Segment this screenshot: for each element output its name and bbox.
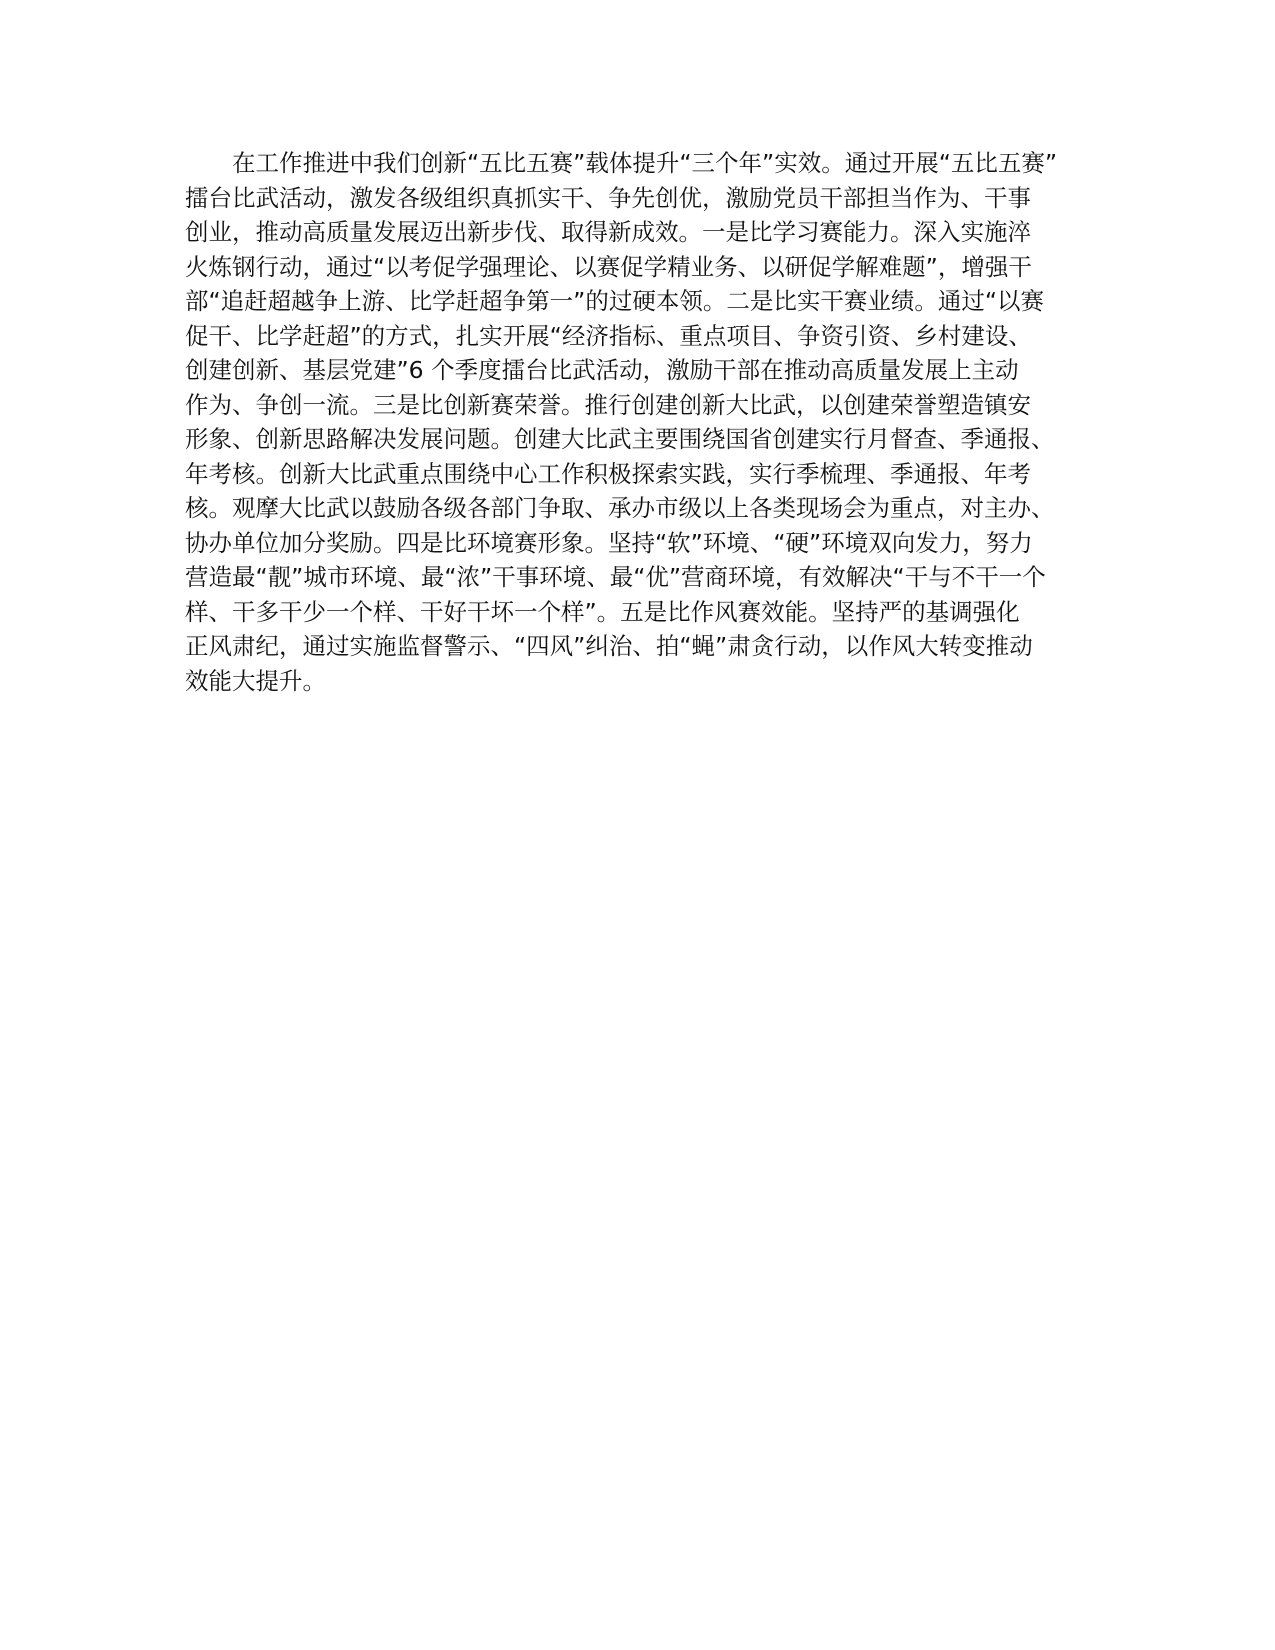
paragraph-line-7: 创建创新、基层党建”6 个季度擂台比武活动，激励干部在推动高质量发展上主动 [185,356,1019,384]
paragraph-line-9: 形象、创新思路解决发展问题。创建大比武主要围绕国省创建实行月督查、季通报、 [185,425,1055,453]
paragraph-line-13: 营造最“靓”城市环境、最“浓”干事环境、最“优”营商环境，有效解决“干与不干一个 [185,563,1046,591]
paragraph-line-4: 火炼钢行动，通过“以考促学强理论、以赛促学精业务、以研促学解难题”，增强干 [185,252,1032,281]
paragraph-line-1: 在工作推进中我们创新“五比五赛”载体提升“三个年”实效。通过开展“五比五赛” [232,149,1058,177]
paragraph-line-5: 部“追赶超越争上游、比学赶超争第一”的过硬本领。二是比实干赛业绩。通过“以赛 [185,287,1045,315]
paragraph-line-6: 促干、比学赶超”的方式，扎实开展“经济指标、重点项目、争资引资、乡村建设、 [185,321,1032,350]
paragraph-line-2: 擂台比武活动，激发各级组织真抓实干、争先创优，激励党员干部担当作为、干事 [185,183,1031,212]
paragraph-line-10: 年考核。创新大比武重点围绕中心工作积极探索实践，实行季梳理、季通报、年考 [185,459,1031,488]
paragraph-line-3: 创业，推动高质量发展迈出新步伐、取得新成效。一是比学习赛能力。深入实施淬 [185,218,1031,246]
paragraph-line-12: 协办单位加分奖励。四是比环境赛形象。坚持“软”环境、“硬”环境双向发力，努力 [185,528,1033,557]
paragraph-line-14: 样、干多干少一个样、干好干坏一个样”。五是比作风赛效能。坚持严的基调强化 [185,597,1020,626]
paragraph-line-8: 作为、争创一流。三是比创新赛荣誉。推行创建创新大比武，以创建荣誉塑造镇安 [185,390,1031,419]
body-paragraph [185,146,1105,698]
paragraph-line-11: 核。观摩大比武以鼓励各级各部门争取、承办市级以上各类现场会为重点，对主办、 [185,494,1055,522]
paragraph-line-16: 效能大提升。 [185,666,326,695]
paragraph-line-15: 正风肃纪，通过实施监督警示、“四风”纠治、拍“蝇”肃贪行动，以作风大转变推动 [185,632,1033,660]
